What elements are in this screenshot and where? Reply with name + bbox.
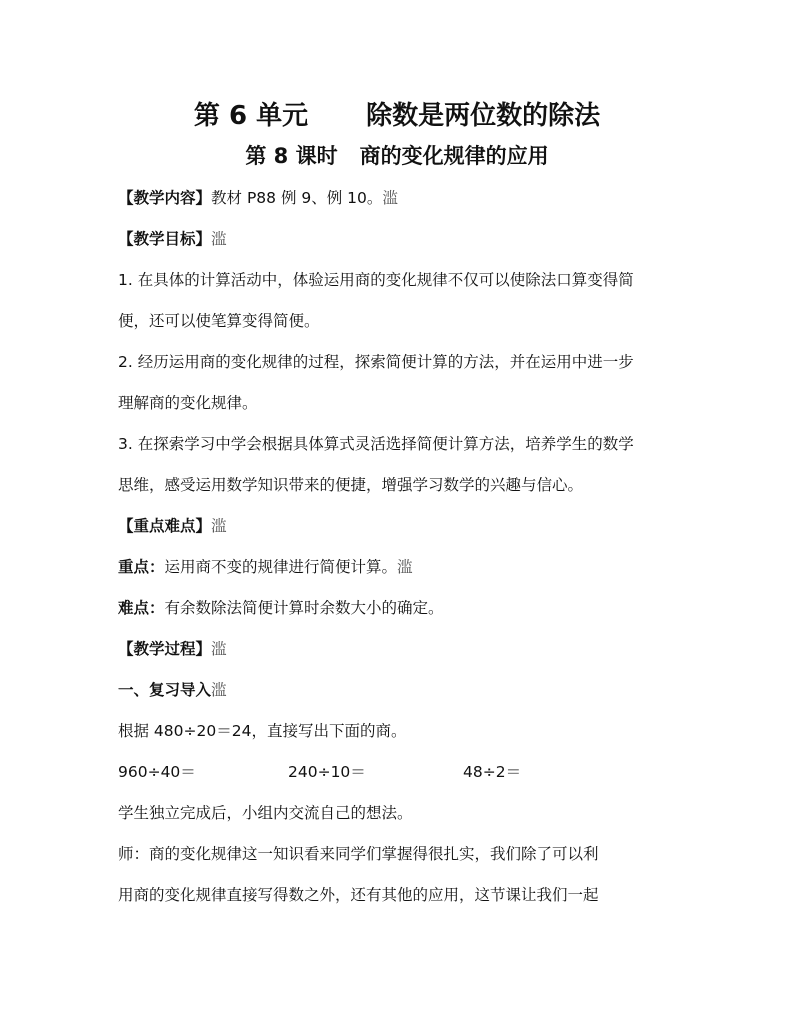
expression-row [118, 752, 688, 793]
teaching-content-line [118, 178, 688, 219]
teaching-content-text: 教材 P88 例 9、例 10。 [211, 189, 383, 207]
stray-glyph: 滥 [397, 558, 413, 576]
section-1-heading [118, 670, 688, 711]
unit-topic: 除数是两位数的除法 [366, 101, 601, 131]
stray-glyph: 滥 [211, 640, 227, 658]
unit-label: 第 6 单元 [193, 101, 309, 131]
goal-item-2-line-1: 2. 经历运用商的变化规律的过程，探索简便计算的方法，并在运用中进一步 [118, 353, 634, 371]
goal-item-2-line-2: 理解商的变化规律。 [118, 394, 258, 412]
key-points-label: 【重点难点】 [118, 517, 212, 535]
key-point-label: 重点： [118, 558, 165, 576]
teaching-process-heading [118, 629, 688, 670]
page-title [0, 96, 794, 136]
student-activity-line: 学生独立完成后，小组内交流自己的想法。 [118, 804, 413, 822]
goal-item-3-line-2: 思维，感受运用数学知识带来的便捷，增强学习数学的兴趣与信心。 [118, 476, 584, 494]
stray-glyph: 滥 [211, 230, 227, 248]
teaching-goals-label: 【教学目标】 [118, 230, 212, 248]
lesson-label: 第 8 课时 [245, 144, 338, 168]
expression-3: 48÷2＝ [463, 763, 522, 781]
teacher-remark-line-1: 师：商的变化规律这一知识看来同学们掌握得很扎实，我们除了可以利 [118, 845, 599, 863]
lesson-body [118, 178, 688, 916]
goal-item-1-line-2: 便，还可以使笔算变得简便。 [118, 312, 320, 330]
key-points-heading [118, 506, 688, 547]
teaching-content-label: 【教学内容】 [118, 189, 212, 207]
lesson-topic: 商的变化规律的应用 [359, 144, 549, 168]
expression-2: 240÷10＝ [288, 763, 366, 781]
difficulty-line [118, 588, 688, 629]
lesson-subtitle [0, 140, 794, 172]
section-1-title: 一、复习导入 [118, 681, 212, 699]
goal-item-1-line-1: 1. 在具体的计算活动中，体验运用商的变化规律不仅可以使除法口算变得简 [118, 271, 634, 289]
difficulty-label: 难点： [118, 599, 165, 617]
expression-1: 960÷40＝ [118, 763, 196, 781]
teaching-process-label: 【教学过程】 [118, 640, 212, 658]
review-prompt: 根据 480÷20＝24，直接写出下面的商。 [118, 722, 407, 740]
stray-glyph: 滥 [382, 189, 398, 207]
key-point-text: 运用商不变的规律进行简便计算。 [164, 558, 398, 576]
stray-glyph: 滥 [211, 517, 227, 535]
teaching-goals-heading [118, 219, 688, 260]
goal-item-3-line-1: 3. 在探索学习中学会根据具体算式灵活选择简便计算方法，培养学生的数学 [118, 435, 634, 453]
teacher-remark-line-2: 用商的变化规律直接写得数之外，还有其他的应用，这节课让我们一起 [118, 886, 599, 904]
key-point-line [118, 547, 688, 588]
difficulty-text: 有余数除法简便计算时余数大小的确定。 [164, 599, 444, 617]
stray-glyph: 滥 [211, 681, 227, 699]
